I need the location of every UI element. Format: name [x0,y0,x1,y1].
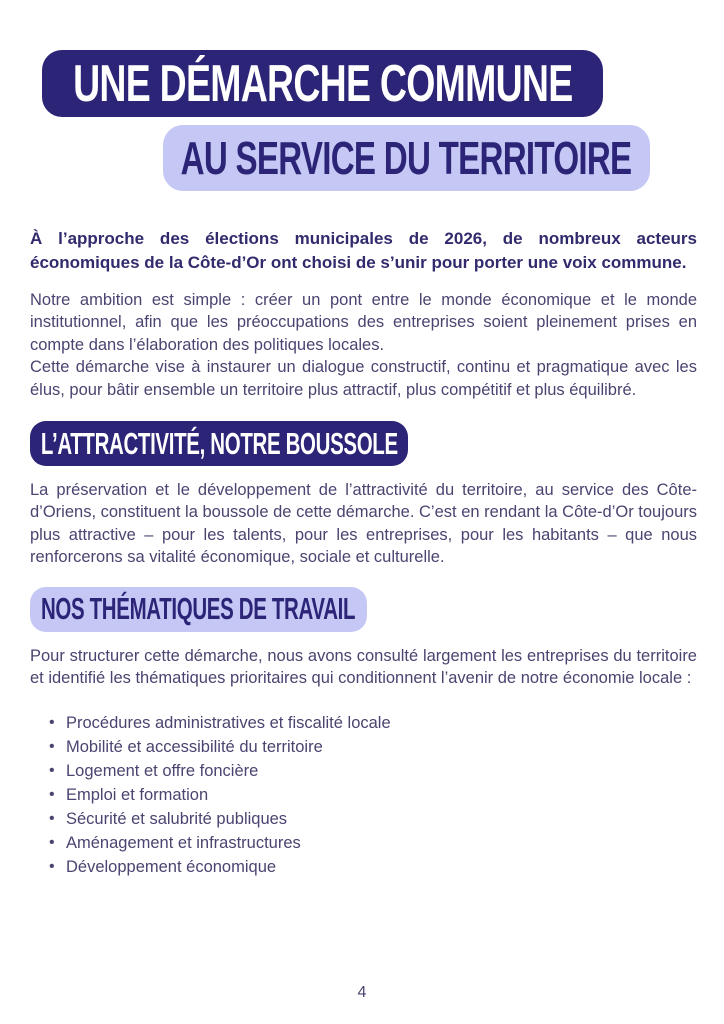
list-item [49,711,697,735]
section-heading-attractivite-text: L’ATTRACTIVITÉ, NOTRE BOUSSOLE [40,425,398,461]
page-content [30,227,697,879]
list-item-text: Emploi et formation [66,786,209,805]
attractivite-paragraph: La préservation et le développement de l’attractivité du territoire, au service des Côte-d’Oriens, constituent la boussole de cette démarche. C’est en rendant la Côte-d’Or toujours plus attractive – pour les talents, pour les entreprises, pour les habitants – que nous renforcerons sa vitalité économique, sociale et culturelle. [30,481,697,567]
list-item [49,831,697,855]
list-item [49,807,697,831]
section-heading-thematiques [30,587,367,632]
section-heading-attractivite [30,421,408,466]
list-item [49,855,697,879]
list-item [49,735,697,759]
body-paragraph-demarche: Cette démarche vise à instaurer un dialogue constructif, continu et pragmatique avec les élus, pour bâtir ensemble un territoire plus attractif, plus compétitif et plus équilibré. [30,358,697,399]
bullet-icon: • [49,714,55,732]
list-item-text: Logement et offre foncière [66,762,259,781]
section-heading-thematiques-text: NOS THÉMATIQUES DE TRAVAIL [41,591,356,627]
page-number: 4 [357,984,367,1001]
title-banner-secondary [163,125,650,191]
body-paragraph-ambition: Notre ambition est simple : créer un pont entre le monde économique et le monde institutionnel, afin que les préoccupations des entreprises soient pleinement prises en compte dans l’élaboration des politiques locales. [30,291,697,354]
bullet-icon: • [49,834,55,852]
list-item [49,759,697,783]
ambition-paragraph-group [30,289,697,401]
bullet-icon: • [49,762,55,780]
title-primary-text: UNE DÉMARCHE COMMUNE [72,54,573,113]
title-banner-primary [42,50,603,117]
list-item-text: Mobilité et accessibilité du territoire [66,738,323,757]
bullet-icon: • [49,786,55,804]
list-item-text: Sécurité et salubrité publiques [66,810,288,829]
thematiques-paragraph: Pour structurer cette démarche, nous avons consulté largement les entreprises du territoire et identifié les thématiques prioritaires qui conditionnent l’avenir de notre économie locale : [30,646,697,688]
list-item [49,783,697,807]
title-secondary-text: AU SERVICE DU TERRITOIRE [181,132,632,184]
bullet-icon: • [49,810,55,828]
list-item-text: Aménagement et infrastructures [66,834,301,853]
intro-paragraph: À l’approche des élections municipales de 2026, de nombreux acteurs économiques de la Côte-d’Or ont choisi de s’unir pour porter une voix commune. [30,229,697,272]
bullet-icon: • [49,858,55,876]
themes-list [30,711,697,879]
list-item-text: Développement économique [66,858,277,877]
bullet-icon: • [49,738,55,756]
list-item-text: Procédures administratives et fiscalité locale [66,714,391,733]
